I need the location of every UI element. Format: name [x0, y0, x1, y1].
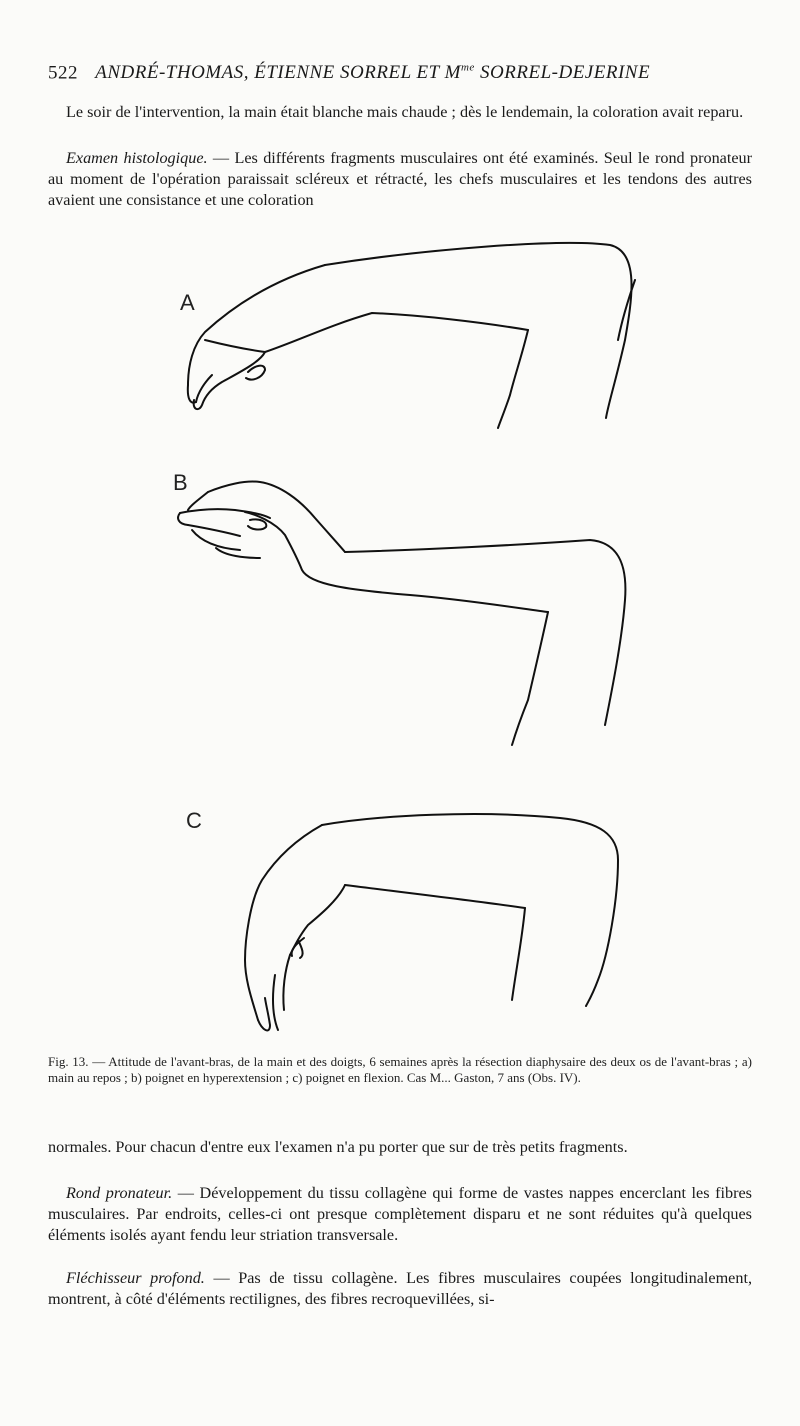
examen-text: — Les différents fragments musculaires ont été examinés. Seul le rond pronateur au moment de l'opération paraissait scléreux et rétracté, les chefs musculaires et les tendons des autres avaient une consistance et une coloration: [48, 149, 753, 209]
rond-pronateur-heading: Rond pronateur.: [66, 1184, 173, 1202]
figure-caption: Fig. 13. — Attitude de l'avant-bras, de la main et des doigts, 6 semaines après la résection diaphysaire des deux os de l'avant-bras ; a) main au repos ; b) poignet en hyperextension ; c) poignet en flexion. Cas M... Gaston, 7 ans (Obs. IV).: [48, 1054, 752, 1085]
header-authors-sup: me: [460, 62, 475, 74]
header-authors-tail: SORREL-DEJERINE: [474, 62, 651, 84]
page-number: 522: [48, 62, 78, 84]
paragraph-rond-pronateur: [48, 1183, 752, 1246]
header-authors-main: ANDRÉ-THOMAS, ÉTIENNE SORREL ET M: [95, 62, 461, 84]
figure-label-b: B: [173, 470, 188, 495]
examen-heading: Examen histologique.: [66, 149, 208, 167]
drawing-a: [188, 243, 635, 428]
paragraph-intervention-text: Le soir de l'intervention, la main était blanche mais chaude ; dès le lendemain, la coloration avait reparu.: [66, 103, 744, 121]
paragraph-normales-text: normales. Pour chacun d'entre eux l'examen n'a pu porter que sur de très petits fragments.: [48, 1138, 628, 1156]
figure-label-a: A: [180, 290, 195, 315]
drawing-b: [178, 482, 625, 745]
paragraph-normales: [48, 1137, 752, 1158]
figure-label-c: C: [186, 808, 202, 833]
flechisseur-text: — Pas de tissu collagène. Les fibres musculaires coupées longitudinalement, montrent, à côté d'éléments rectilignes, des fibres recroquevillées, si-: [48, 1269, 752, 1308]
drawing-c: [245, 814, 618, 1030]
paragraph-flechisseur: [48, 1268, 752, 1310]
flechisseur-heading: Fléchisseur profond.: [66, 1269, 205, 1287]
rond-pronateur-text: — Développement du tissu collagène qui forme de vastes nappes encerclant les fibres musculaires. Par endroits, celles-ci ont presque complètement disparu et ne sont réduites qu'à quelques éléments isolés ayant fendu leur striation transversale.: [48, 1184, 752, 1244]
